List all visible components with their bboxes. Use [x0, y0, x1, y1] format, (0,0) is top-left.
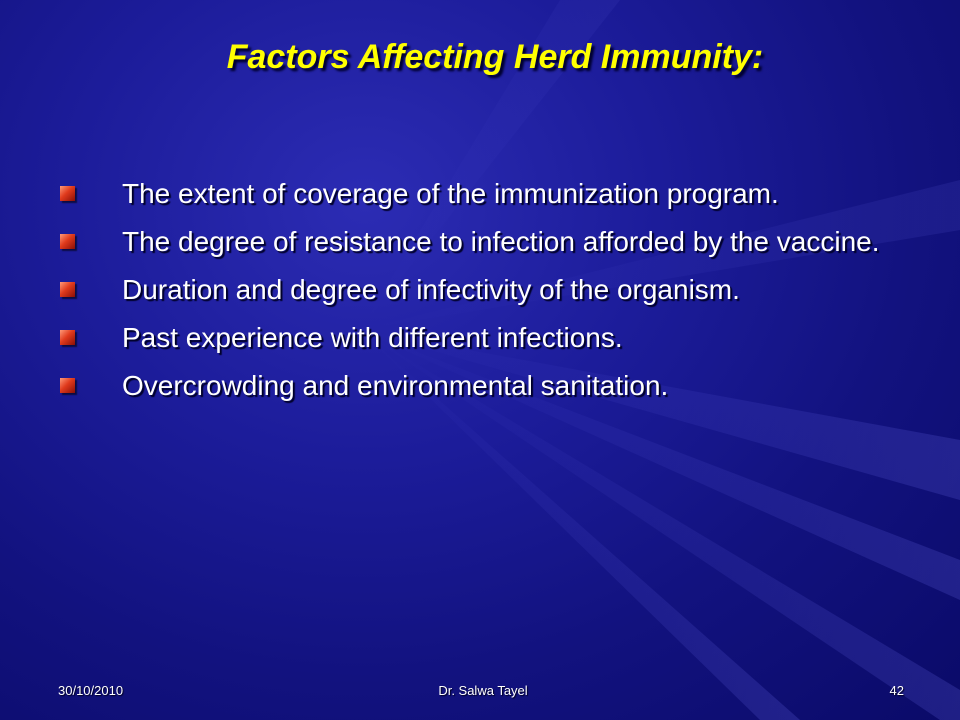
bullet-list: [60, 174, 880, 414]
footer-author: Dr. Salwa Tayel: [438, 683, 528, 698]
bullet-text: Overcrowding and environmental sanitation.: [122, 370, 669, 401]
bullet-item-overcrowding: [60, 366, 880, 405]
footer-page-number: 42: [889, 683, 904, 698]
slide-title: Factors Affecting Herd Immunity:: [226, 38, 764, 76]
bullet-text: Duration and degree of infectivity of the organism.: [122, 274, 740, 305]
bullet-text: The degree of resistance to infection afforded by the vaccine.: [122, 226, 880, 257]
square-bullet-icon: [60, 186, 75, 201]
bullet-item-past-experience: [60, 318, 880, 357]
square-bullet-icon: [60, 282, 75, 297]
square-bullet-icon: [60, 330, 75, 345]
square-bullet-icon: [60, 378, 75, 393]
bullet-text: The extent of coverage of the immunization program.: [122, 178, 779, 209]
bullet-item-infectivity: [60, 270, 880, 309]
bullet-item-coverage: [60, 174, 880, 213]
bullet-text: Past experience with different infections.: [122, 322, 623, 353]
footer-date: 30/10/2010: [58, 683, 124, 698]
bullet-item-resistance: [60, 222, 880, 261]
square-bullet-icon: [60, 234, 75, 249]
